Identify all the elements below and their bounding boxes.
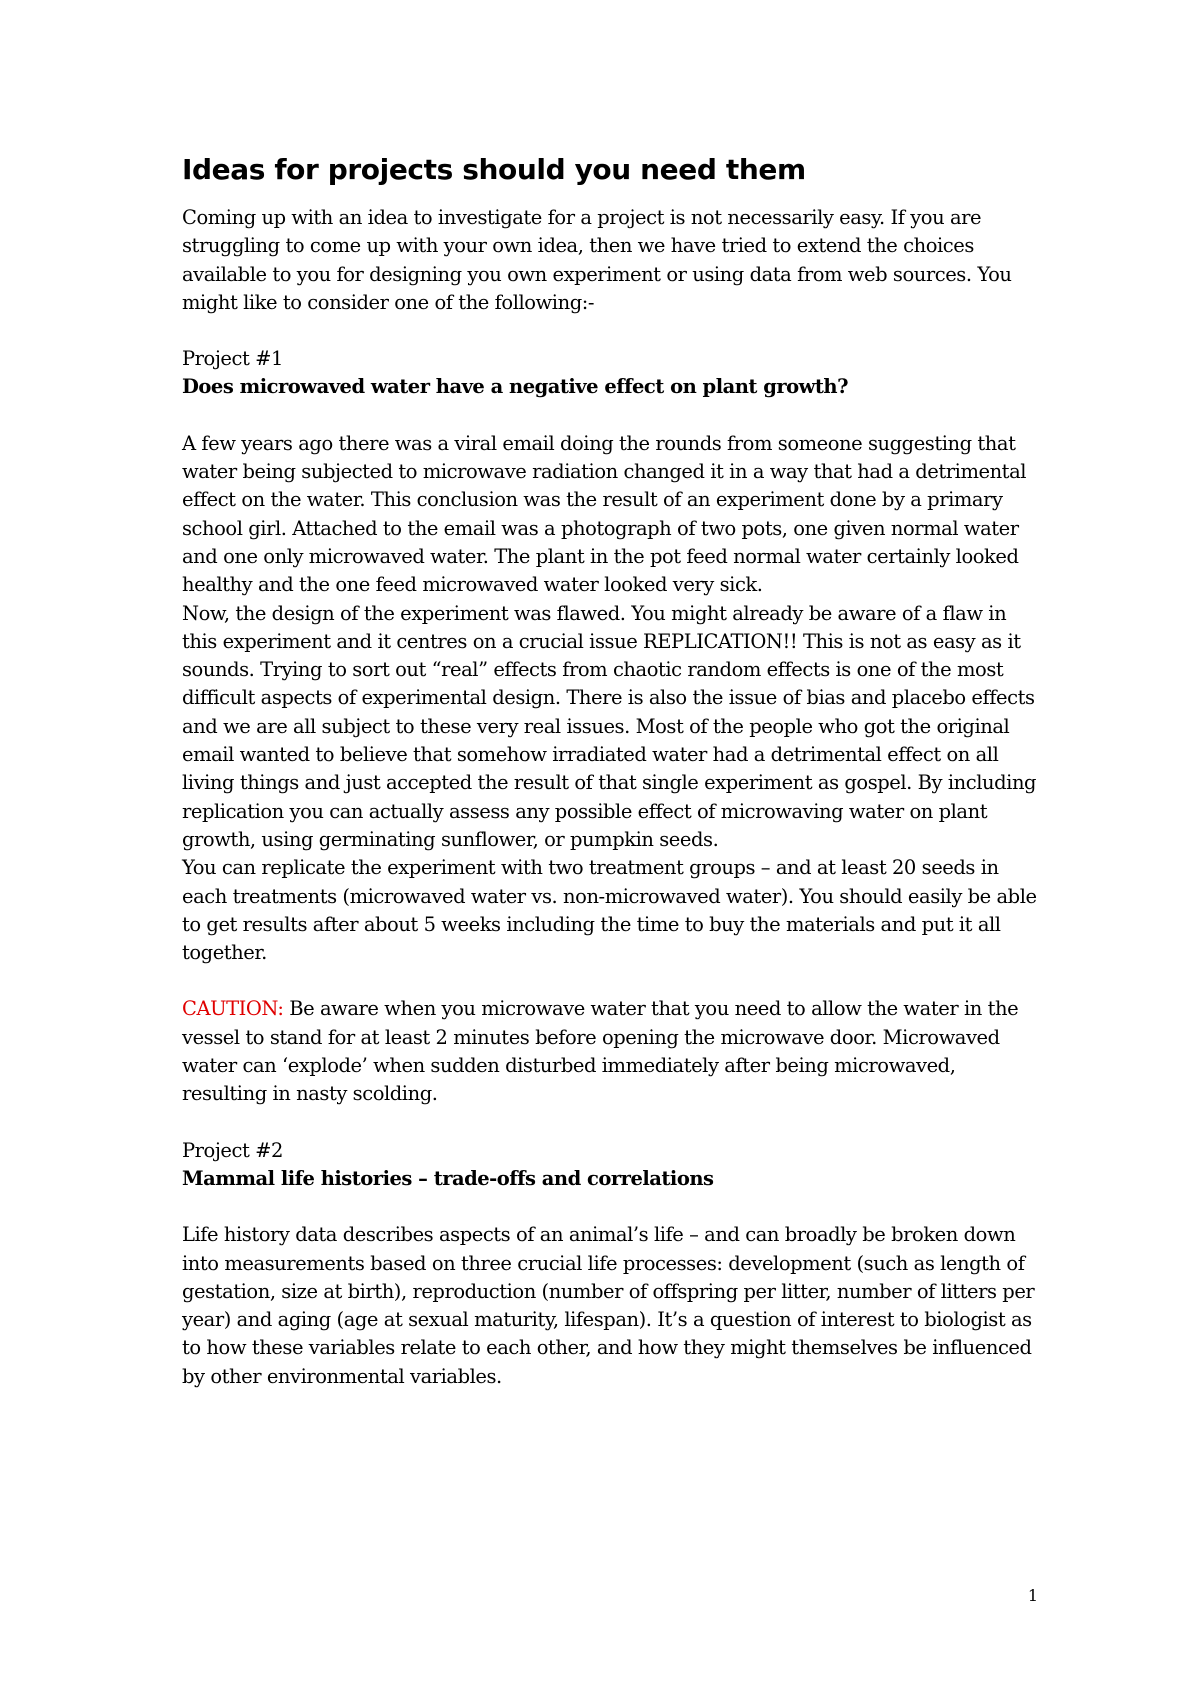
page-title: Ideas for projects should you need them xyxy=(182,153,806,186)
caution-text: Be aware when you microwave water that you need to allow the water in the vessel to stand for at least 2 minutes before opening the microwave door. Microwaved water can ‘explode’ when sudden disturbed immediately after being microwaved, resulting in nasty scolding. xyxy=(182,997,1019,1106)
document-body xyxy=(182,152,1042,1391)
page-number: 1 xyxy=(1027,1586,1038,1605)
spacer xyxy=(182,1109,1042,1137)
spacer xyxy=(182,317,1042,345)
project-2-paragraph-1: Life history data describes aspects of an animal’s life – and can broadly be broken down into measurements based on three crucial life processes: development (such as length of gestation, size at birth), reproduction (number of offspring per litter, number of litters per year) and aging (age at sexual maturity, lifespan). It’s a question of interest to biologist as to how these variables relate to each other, and how they might themselves be influenced by other environmental variables. xyxy=(182,1223,1035,1388)
project-2-number: Project #2 xyxy=(182,1138,283,1162)
caution-paragraph xyxy=(182,995,1042,1108)
project-1-number: Project #1 xyxy=(182,347,283,371)
spacer xyxy=(182,402,1042,430)
caution-label: CAUTION: xyxy=(182,997,284,1021)
intro-paragraph: Coming up with an idea to investigate for a project is not necessarily easy. If you are struggling to come up with your own idea, then we have tried to extend the choices available to you for designing you own experiment or using data from web sources. You might like to consider one of the following:- xyxy=(182,206,1012,314)
project-2-heading: Mammal life histories – trade-offs and correlations xyxy=(182,1166,714,1190)
project-1-heading: Does microwaved water have a negative effect on plant growth? xyxy=(182,375,849,399)
spacer xyxy=(182,967,1042,995)
spacer xyxy=(182,1193,1042,1221)
project-1-paragraph-3: You can replicate the experiment with two treatment groups – and at least 20 seeds in each treatments (microwaved water vs. non-microwaved water). You should easily be able to get results after about 5 weeks including the time to buy the materials and put it all together. xyxy=(182,856,1037,965)
project-1-paragraph-1: A few years ago there was a viral email doing the rounds from someone suggesting that water being subjected to microwave radiation changed it in a way that had a detrimental effect on the water. This conclusion was the result of an experiment done by a primary school girl. Attached to the email was a photograph of two pots, one given normal water and one only microwaved water. The plant in the pot feed normal water certainly looked healthy and the one feed microwaved water looked very sick. xyxy=(182,431,1027,597)
project-1-paragraph-2: Now, the design of the experiment was flawed. You might already be aware of a flaw in this experiment and it centres on a crucial issue REPLICATION!! This is not as easy as it sounds. Trying to sort out “real” effects from chaotic random effects is one of the most difficult aspects of experimental design. There is also the issue of bias and placebo effects and we are all subject to these very real issues. Most of the people who got the original email wanted to believe that somehow irradiated water had a detrimental effect on all living things and just accepted the result of that single experiment as gospel. By including replication you can actually assess any possible effect of microwaving water on plant growth, using germinating sunflower, or pumpkin seeds. xyxy=(182,601,1037,851)
